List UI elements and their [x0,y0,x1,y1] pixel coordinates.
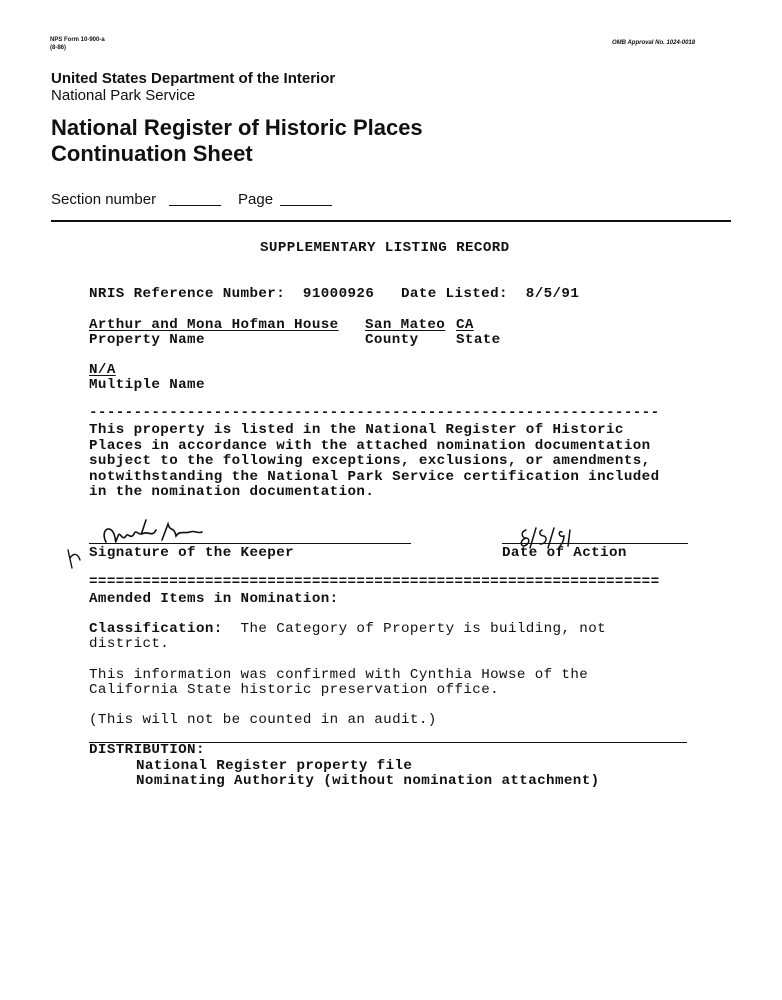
omb-approval: OMB Approval No. 1024-0018 [612,40,696,46]
confirmed-line-1: This information was confirmed with Cynthia Howse of the [89,667,589,683]
confirmed-line-2: California State historic preservation office. [89,682,500,698]
classification-text-line2: district. [89,636,170,652]
classification-line [89,621,606,637]
distribution-item: National Register property file [136,758,413,774]
state-value: CA [456,317,474,333]
statement-line-2: Places in accordance with the attached nomination documentation [89,438,651,454]
statement-line-3: subject to the following exceptions, exclusions, or amendments, [89,453,651,469]
statement-line-5: in the nomination documentation. [89,484,375,500]
agency-name: National Park Service [51,87,196,104]
page-label: Page [238,191,274,208]
classification-text: The Category of Property is building, not [222,621,607,637]
nris-line: NRIS Reference Number: 91000926 Date Listed: 8/5/91 [89,286,580,302]
county-value: San Mateo [365,317,446,333]
date-label: Date of Action [502,545,627,561]
dashed-separator: ---------------------------------------------------------------- [89,405,660,421]
page-title-line1: National Register of Historic Places [51,115,423,140]
multiple-name-label: Multiple Name [89,377,205,393]
header-divider [51,220,731,222]
record-heading: SUPPLEMENTARY LISTING RECORD [260,240,510,256]
amended-heading: Amended Items in Nomination: [89,591,339,607]
statement-line-1: This property is listed in the National Register of Historic [89,422,624,438]
county-label: County [365,332,419,348]
property-name-label: Property Name [89,332,205,348]
form-number: NPS Form 10-900-a [50,37,105,43]
section-number-blank [169,205,221,206]
page-blank [280,205,332,206]
department-name: United States Department of the Interior [51,70,336,87]
state-label: State [456,332,501,348]
multiple-name-value: N/A [89,362,116,378]
distribution-item: Nominating Authority (without nomination attachment) [136,773,600,789]
audit-note: (This will not be counted in an audit.) [89,712,437,728]
form-date: (8-86) [50,45,67,51]
statement-line-4: notwithstanding the National Park Service certification included [89,469,660,485]
section-number-label: Section number [51,191,157,208]
property-name-value: Arthur and Mona Hofman House [89,317,339,333]
page-title-line2: Continuation Sheet [51,141,253,166]
signature-line [89,543,411,544]
distribution-heading: DISTRIBUTION: [89,742,205,758]
classification-label: Classification: [89,621,223,637]
signature-label: Signature of the Keeper [89,545,295,561]
double-separator: ================================================================ [89,574,660,590]
date-line [502,543,688,544]
